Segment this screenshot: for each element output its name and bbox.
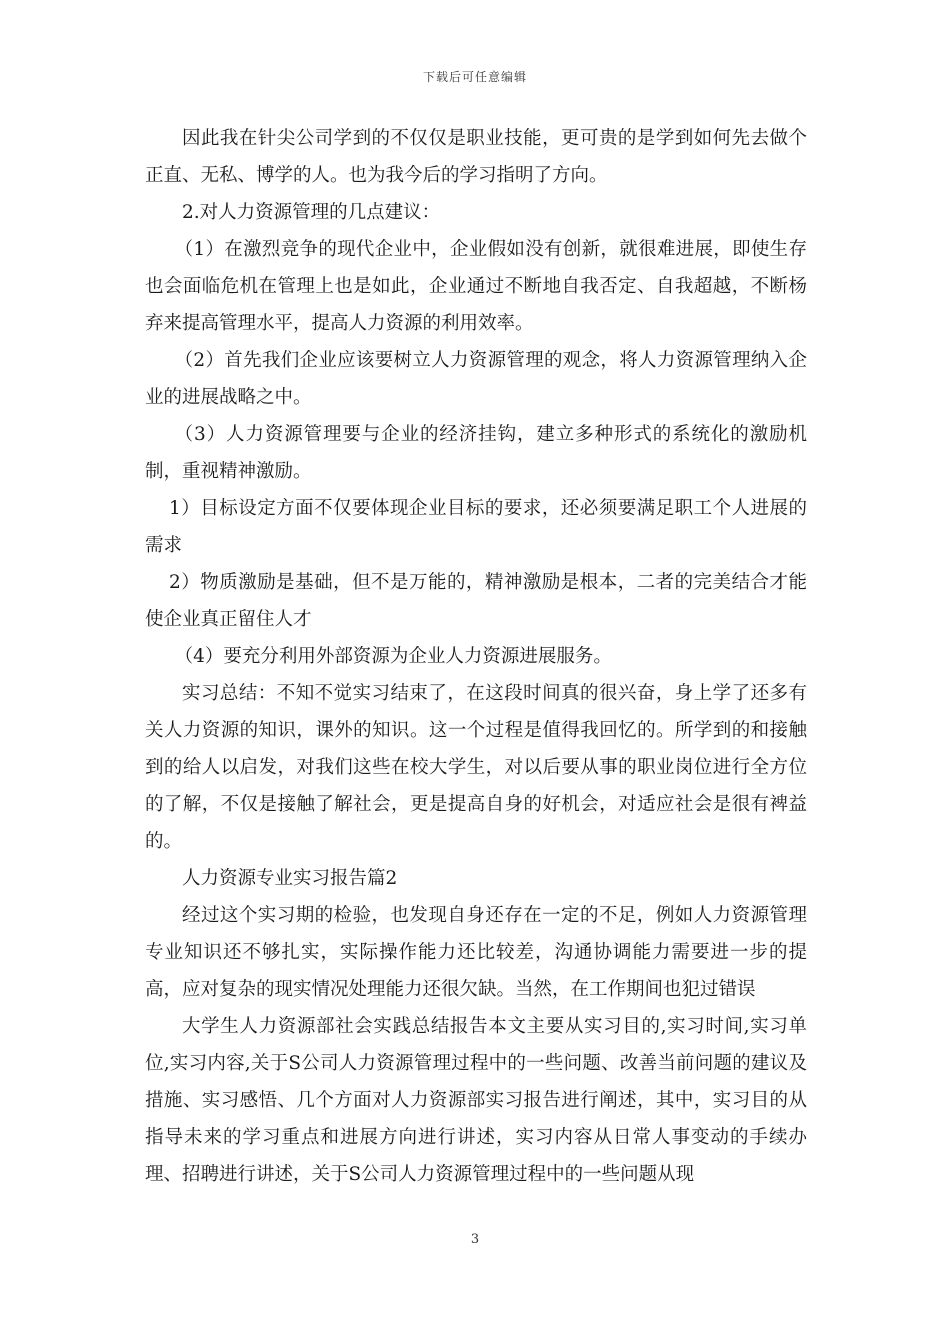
paragraph-sub-item-1: 1）目标设定方面不仅要体现企业目标的要求，还必须要满足职工个人进展的需求 (145, 498, 807, 556)
paragraph-sub-item-2: 2）物质激励是基础，但不是万能的，精神激励是根本，二者的完美结合才能使企业真正留住人才 (145, 572, 807, 630)
paragraph-internship-summary: 实习总结：不知不觉实习结束了，在这段时间真的很兴奋，身上学了还多有关人力资源的知识，课外的知识。这一个过程是值得我回忆的。所学到的和接触到的给人以启发，对我们这些在校大学生，对以后要从事的职业岗位进行全方位的了解，不仅是接触了解社会，更是提高自身的好机会，对适应社会是很有裨益的。 (145, 683, 807, 852)
document-body (145, 120, 807, 1193)
page-number: 3 (470, 1232, 480, 1247)
paragraph-report-overview: 大学生人力资源部社会实践总结报告本文主要从实习目的,实习时间,实习单位,实习内容,关于S公司人力资源管理过程中的一些问题、改善当前问题的建议及措施、实习感悟、几个方面对人力资源部实习报告进行阐述，其中，实习目的从指导未来的学习重点和进展方向进行讲述，实习内容从日常人事变动的手续办理、招聘进行讲述，关于S公司人力资源管理过程中的一些问题从现 (145, 1016, 807, 1185)
page-header: 下载后可任意编辑 (422, 70, 527, 84)
section-heading-suggestions: 2.对人力资源管理的几点建议： (182, 202, 441, 223)
paragraph-suggestion-3: （3）人力资源管理要与企业的经济挂钩，建立多种形式的系统化的激励机制，重视精神激励。 (145, 424, 807, 482)
paragraph-suggestion-4: （4）要充分利用外部资源为企业人力资源进展服务。 (174, 646, 612, 667)
paragraph-self-assessment: 经过这个实习期的检验，也发现自身还存在一定的不足，例如人力资源管理专业知识还不够扎实，实际操作能力还比较差，沟通协调能力需要进一步的提高，应对复杂的现实情况处理能力还很欠缺。当然，在工作期间也犯过错误 (145, 905, 807, 1000)
paragraph-suggestion-2: （2）首先我们企业应该要树立人力资源管理的观念，将人力资源管理纳入企业的进展战略之中。 (145, 350, 807, 408)
section-heading-report-2: 人力资源专业实习报告篇2 (182, 868, 398, 889)
paragraph-suggestion-1: （1）在激烈竞争的现代企业中，企业假如没有创新，就很难进展，即使生存也会面临危机在管理上也是如此，企业通过不断地自我否定、自我超越，不断杨弃来提高管理水平，提高人力资源的利用效率。 (145, 239, 807, 334)
paragraph-conclusion: 因此我在针尖公司学到的不仅仅是职业技能，更可贵的是学到如何先去做个正直、无私、博学的人。也为我今后的学习指明了方向。 (145, 128, 807, 186)
